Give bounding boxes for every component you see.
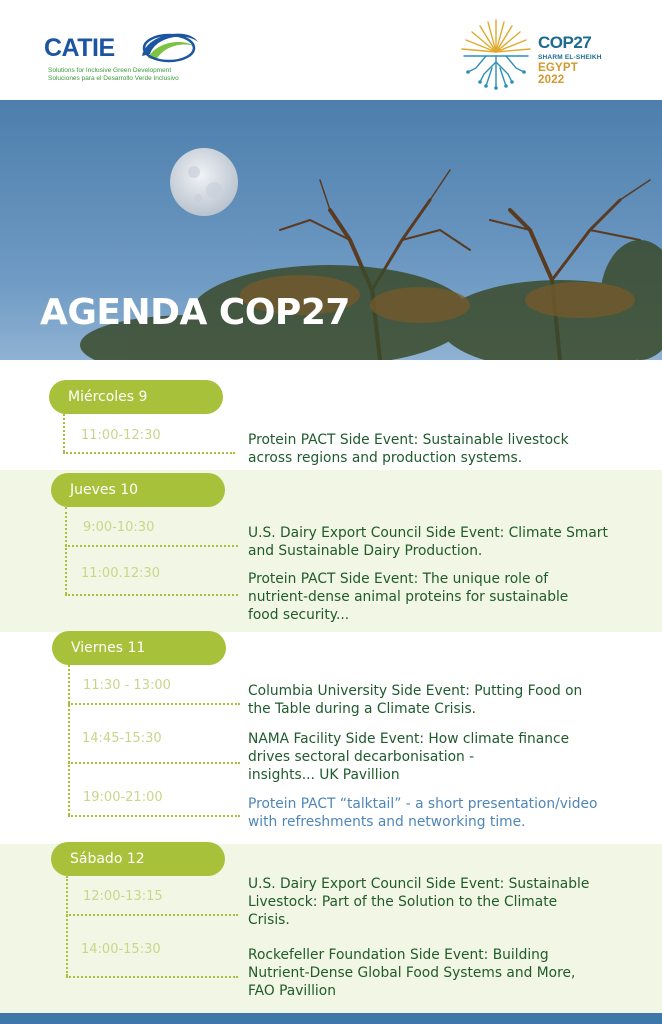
timeline-connector [68, 815, 240, 817]
event-title [248, 875, 643, 929]
cop27-sun-icon [456, 16, 536, 92]
event-title-line: Protein PACT Side Event: The unique role of [248, 571, 549, 587]
event-time: 11:30 - 13:00 [83, 678, 171, 693]
day-label-sabado: Sábado 12 [51, 842, 225, 876]
event-title [248, 682, 643, 718]
event-title [248, 524, 643, 560]
event-title-line: across regions and production systems. [248, 450, 523, 466]
event-title-line: U.S. Dairy Export Council Side Event: Climate Smart [248, 525, 608, 541]
event-title-line: Columbia University Side Event: Putting Food on [248, 683, 583, 699]
event-time: 14:00-15:30 [81, 942, 161, 957]
hero-banner [0, 100, 662, 360]
header [0, 0, 662, 100]
event-title-line: Rockefeller Foundation Side Event: Building [248, 947, 549, 963]
event-title-line: Crisis. [248, 912, 290, 928]
timeline-connector [66, 914, 238, 916]
event-time: 14:45-15:30 [82, 731, 162, 746]
event-time: 19:00-21:00 [83, 790, 163, 805]
day-label-jueves: Jueves 10 [51, 473, 225, 507]
event-title-line: Protein PACT “talktail” - a short presentation/video [248, 796, 598, 812]
event-title-line: FAO Pavillion [248, 983, 336, 999]
timeline-connector [65, 507, 67, 594]
cop27-logo [456, 16, 606, 92]
timeline-connector [68, 665, 70, 815]
timeline-connector [63, 452, 235, 454]
event-title [248, 431, 643, 467]
event-title-line: Livestock: Part of the Solution to the Climate [248, 894, 558, 910]
event-title [248, 730, 643, 784]
event-title [248, 795, 643, 831]
timeline-connector [66, 876, 68, 976]
catie-logo [44, 28, 204, 84]
event-title [248, 570, 643, 624]
cop27-location: SHARM EL-SHEIKH [538, 54, 602, 61]
timeline-connector [68, 762, 240, 764]
event-title-line: with refreshments and networking time. [248, 814, 526, 830]
event-time: 11:00.12:30 [81, 566, 161, 581]
cop27-country-year: EGYPT 2022 [538, 62, 578, 86]
event-title-line: NAMA Facility Side Event: How climate finance [248, 731, 570, 747]
event-title-line: drives sectoral decarbonisation - [248, 749, 475, 765]
event-title-line: nutrient-dense animal proteins for sustainable [248, 589, 569, 605]
timeline-connector [63, 414, 65, 452]
timeline-connector [65, 594, 238, 596]
catie-tagline-en: Solutions for Inclusive Green Development [48, 67, 172, 74]
timeline-connector [68, 703, 240, 705]
event-title-line: the Table during a Climate Crisis. [248, 701, 477, 717]
catie-tagline-es: Soluciones para el Desarrollo Verde Inclusivo [48, 75, 179, 82]
event-title [248, 946, 643, 1000]
event-time: 12:00-13:15 [83, 889, 163, 904]
event-title-line: and Sustainable Dairy Production. [248, 543, 483, 559]
timeline-connector [66, 976, 238, 978]
timeline-connector [65, 545, 238, 547]
event-time: 11:00-12:30 [81, 428, 161, 443]
event-title-line: Protein PACT Side Event: Sustainable livestock [248, 432, 569, 448]
catie-logo-wordmark: CATIE [44, 34, 115, 62]
catie-swoosh-icon [138, 28, 200, 68]
event-title-line: Nutrient-Dense Global Food Systems and More, [248, 965, 576, 981]
event-time: 9:00-10:30 [83, 520, 155, 535]
day-label-miercoles: Miércoles 9 [49, 380, 223, 414]
page-title: AGENDA COP27 [40, 292, 350, 333]
footer-bar [0, 1013, 662, 1024]
event-title-line: U.S. Dairy Export Council Side Event: Sustainable [248, 876, 590, 892]
day-label-viernes: Viernes 11 [52, 631, 226, 665]
event-title-line: insights... UK Pavillion [248, 767, 400, 783]
cop27-wordmark: COP27 [538, 33, 592, 52]
event-title-line: food security... [248, 607, 350, 623]
